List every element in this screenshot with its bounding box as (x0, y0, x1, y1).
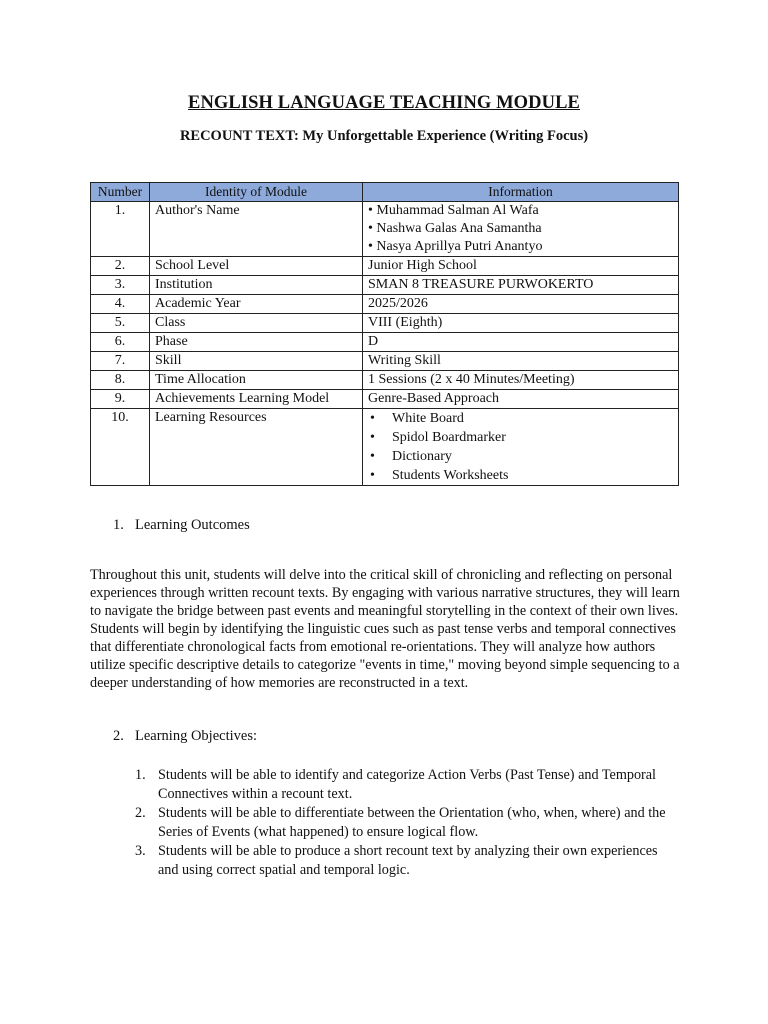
row-number: 8. (91, 371, 150, 390)
section-number: 2. (113, 728, 124, 744)
resource-item: • White Board (368, 409, 673, 428)
table-row (91, 257, 679, 276)
row-number: 7. (91, 352, 150, 371)
row-number: 3. (91, 276, 150, 295)
row-info: Writing Skill (363, 352, 679, 371)
section-title: Learning Objectives: (135, 728, 257, 744)
row-info: SMAN 8 TREASURE PURWOKERTO (363, 276, 679, 295)
row-identity: Skill (150, 352, 363, 371)
row-number: 1. (91, 202, 150, 257)
document-subtitle: RECOUNT TEXT: My Unforgettable Experience (Writing Focus) (179, 128, 589, 144)
objective-number: 1. (135, 767, 146, 783)
section-number: 1. (113, 517, 124, 533)
table-row (91, 371, 679, 390)
table-row (91, 276, 679, 295)
table-row (91, 333, 679, 352)
author-name: • Nashwa Galas Ana Samantha (368, 221, 542, 236)
author-name: • Nasya Aprillya Putri Anantyo (368, 239, 543, 254)
row-number: 4. (91, 295, 150, 314)
table-row (91, 295, 679, 314)
row-number: 6. (91, 333, 150, 352)
row-identity: Achievements Learning Model (150, 390, 363, 409)
section-title: Learning Outcomes (135, 517, 250, 533)
table-row (91, 390, 679, 409)
objectives-list (135, 766, 680, 880)
resource-item: • Spidol Boardmarker (368, 428, 673, 447)
objective-item (135, 766, 680, 804)
resource-item: • Dictionary (368, 447, 673, 466)
objective-text: Students will be able to identify and categorize Action Verbs (Past Tense) and Temporal Connectives within a recount text. (158, 767, 656, 802)
row-number: 9. (91, 390, 150, 409)
row-identity: Learning Resources (150, 409, 363, 486)
row-info: Junior High School (363, 257, 679, 276)
table-row (91, 409, 679, 486)
objective-item (135, 842, 680, 880)
document-title: ENGLISH LANGUAGE TEACHING MODULE (188, 93, 580, 113)
row-identity: Institution (150, 276, 363, 295)
row-info: Genre-Based Approach (363, 390, 679, 409)
section-heading-learning-outcomes (113, 517, 250, 534)
objective-text: Students will be able to differentiate between the Orientation (who, when, where) and the Series of Events (what happened) to ensure logical flow. (158, 805, 666, 840)
row-identity: Academic Year (150, 295, 363, 314)
row-number: 5. (91, 314, 150, 333)
row-number: 2. (91, 257, 150, 276)
row-number: 10. (91, 409, 150, 486)
table-row (91, 202, 679, 257)
module-identity-table (90, 182, 679, 486)
objective-text: Students will be able to produce a short recount text by analyzing their own experiences and using correct spatial and temporal logic. (158, 843, 658, 878)
objective-number: 2. (135, 805, 146, 821)
row-identity: Class (150, 314, 363, 333)
row-info: VIII (Eighth) (363, 314, 679, 333)
row-info: D (363, 333, 679, 352)
resources-list (363, 409, 679, 486)
table-row (91, 314, 679, 333)
row-identity: Time Allocation (150, 371, 363, 390)
row-identity: School Level (150, 257, 363, 276)
row-identity: Author's Name (150, 202, 363, 257)
learning-outcomes-paragraph: Throughout this unit, students will delve into the critical skill of chronicling and reflecting on personal experiences through written recount texts. By engaging with various narrative structures, they will learn to navigate the bridge between past events and meaningful storytelling in the context of their own lives. Students will begin by identifying the linguistic cues such as past tense verbs and temporal connectives that differentiate chronological facts from emotional re-orientations. They will analyze how authors utilize specific descriptive details to categorize "events in time," moving beyond simple sequencing to a deeper understanding of how memories are reconstructed in a text. (90, 567, 680, 691)
author-name: • Muhammad Salman Al Wafa (368, 203, 539, 218)
author-list (363, 202, 679, 257)
table-header: Identity of Module (150, 183, 363, 202)
table-header: Information (363, 183, 679, 202)
table-header: Number (91, 183, 150, 202)
row-identity: Phase (150, 333, 363, 352)
table-row (91, 352, 679, 371)
row-info: 1 Sessions (2 x 40 Minutes/Meeting) (363, 371, 679, 390)
row-info: 2025/2026 (363, 295, 679, 314)
objective-item (135, 804, 680, 842)
objective-number: 3. (135, 843, 146, 859)
section-heading-learning-objectives (113, 728, 257, 745)
table-header-row (91, 183, 679, 202)
resource-item: • Students Worksheets (368, 466, 673, 485)
